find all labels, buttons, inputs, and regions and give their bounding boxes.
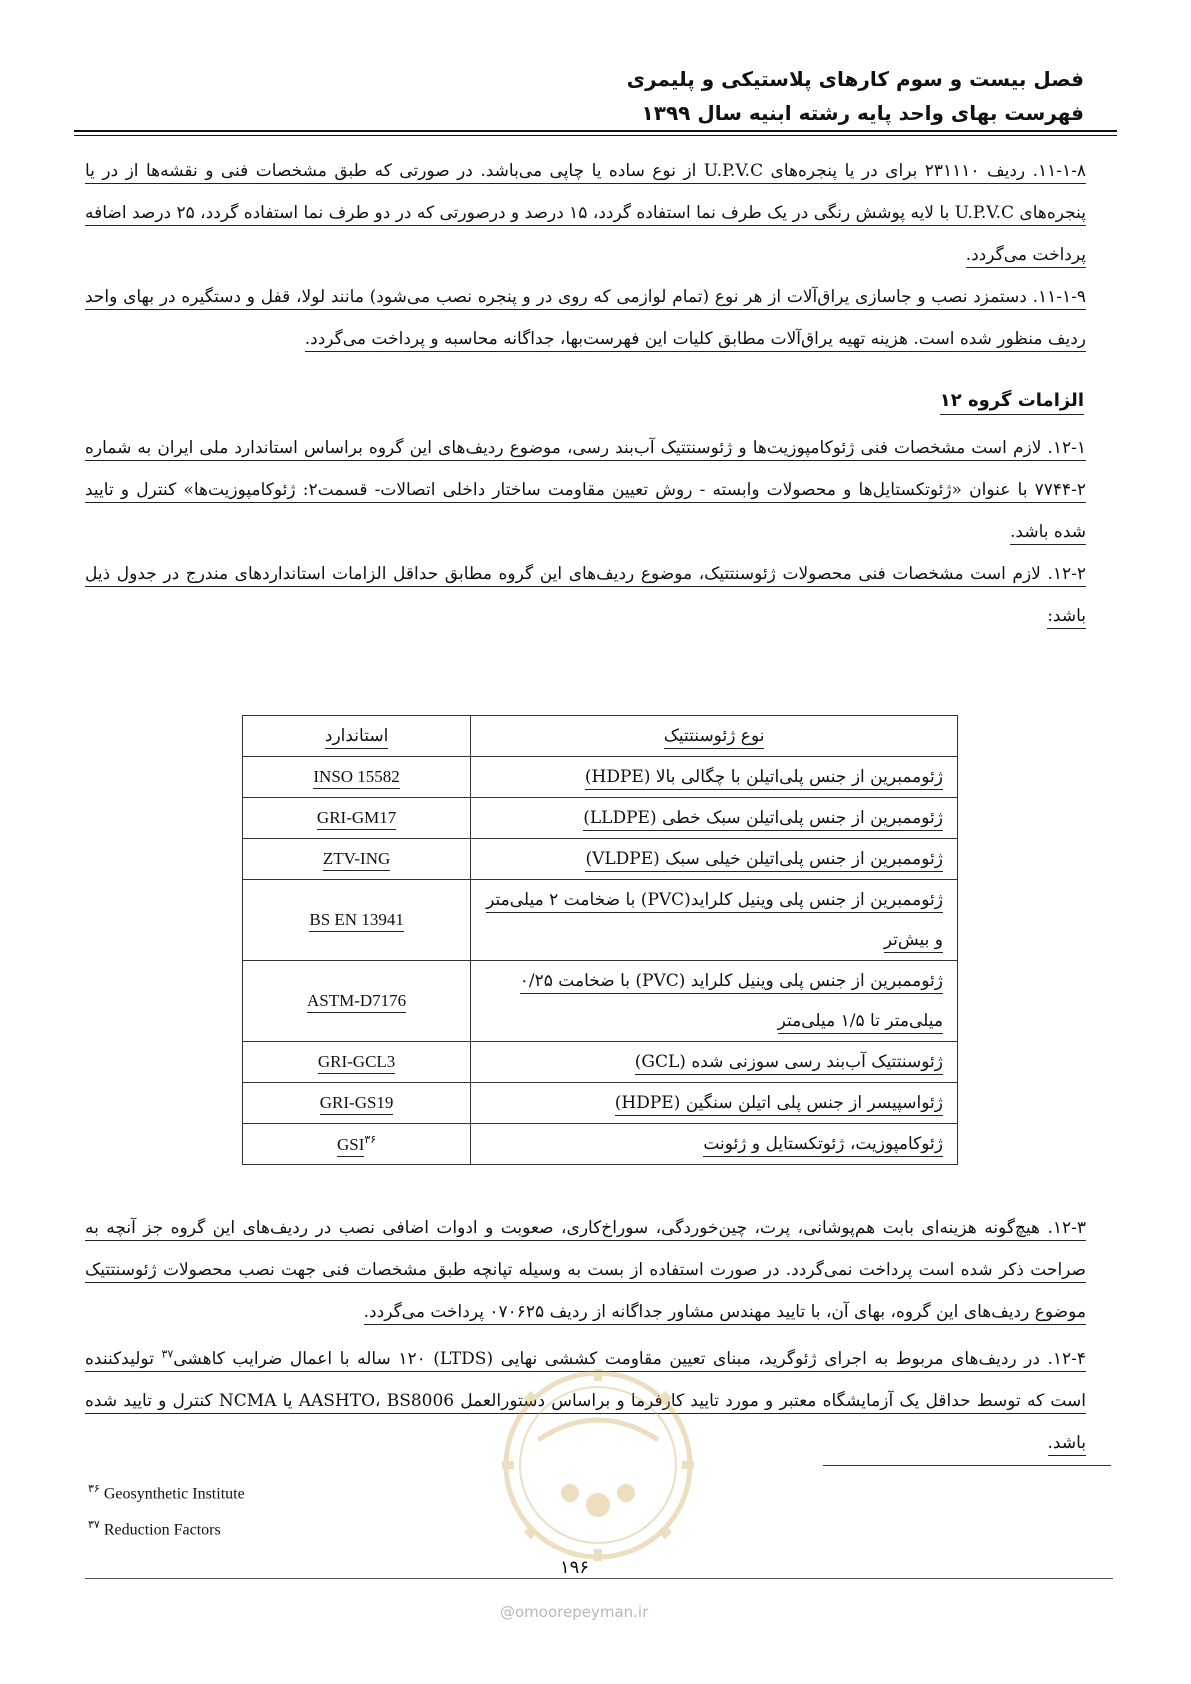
chapter-title: فصل بیست و سوم کارهای پلاستیکی و پلیمری xyxy=(626,67,1084,91)
page-header xyxy=(84,62,1084,130)
table-row xyxy=(243,1042,958,1083)
header-standard: استاندارد xyxy=(243,716,471,757)
standard-code: BS EN 13941 xyxy=(243,880,471,961)
table-row xyxy=(243,961,958,1042)
header-rule-thin xyxy=(74,135,1117,136)
footnote-ref-37[interactable]: ۳۷ xyxy=(161,1347,174,1360)
standard-code: ZTV-ING xyxy=(243,839,471,880)
table-row xyxy=(243,880,958,961)
geosynthetic-type: ژئوممبرین از جنس پلی وینیل کلراید(PVC) با ضخامت ۲ میلی‌متر و بیش‌تر xyxy=(471,880,958,961)
footnote-rule xyxy=(823,1465,1111,1466)
geosynthetic-type: ژئوممبرین از جنس پلی‌اتیلن با چگالی بالا (HDPE) xyxy=(471,757,958,798)
footnote-36: $^{۳۶}$ Geosynthetic Institute xyxy=(88,1483,245,1503)
price-list-title: فهرست بهای واحد پایه رشته ابنیه سال ۱۳۹۹ xyxy=(641,101,1084,125)
header-rule xyxy=(74,130,1117,132)
page-number: ۱۹۶ xyxy=(560,1557,590,1578)
geosynthetic-type: ژئوسنتتیک آب‌بند رسی سوزنی شده (GCL) xyxy=(471,1042,958,1083)
table-row xyxy=(243,839,958,880)
standard-code: GRI-GS19 xyxy=(243,1083,471,1124)
paragraph-11-1-8: ۱۱-۱-۸. ردیف ۲۳۱۱۱۰ برای در یا پنجره‌های U.P.V.C از نوع ساده یا چاپی می‌باشد. در صورتی که طبق مشخصات فنی و نقشه‌ها از در یا پنجره‌های U.P.V.C با لایه پوشش رنگی در یک طرف نما استفاده گردد، ۱۵ درصد و درصورتی که در دو طرف نما استفاده گردد، ۲۵ درصد اضافه پرداخت می‌گردد. xyxy=(85,150,1086,276)
footer-rule xyxy=(85,1578,1113,1579)
table-row xyxy=(243,757,958,798)
paragraph-12-1: ۱۲-۱. لازم است مشخصات فنی ژئوکامپوزیت‌ها و ژئوسنتتیک آب‌بند رسی، موضوع ردیف‌های این گروه براساس استاندارد ملی ایران به شماره ۲-۷۷۴۴ با عنوان «ژئوتکستایل‌ها و محصولات وابسته - روش تعیین مقاومت ساختار داخلی اتصالات- قسمت۲: ژئوکامپوزیت‌ها» کنترل و تایید شده باشد. xyxy=(85,427,1086,553)
geosynthetic-type: ژئواسپیسر از جنس پلی اتیلن سنگین (HDPE) xyxy=(471,1083,958,1124)
section-11-text xyxy=(85,150,1086,360)
table-row xyxy=(243,798,958,839)
section-12-heading: الزامات گروه ۱۲ xyxy=(940,390,1084,415)
geosynthetic-type: ژئوممبرین از جنس پلی‌اتیلن خیلی سبک (VLDPE) xyxy=(471,839,958,880)
section-12-intro xyxy=(85,427,1086,637)
paragraph-12-4: ۱۲-۴. در ردیف‌های مربوط به اجرای ژئوگرید، مبنای تعیین مقاومت کششی نهایی (LTDS) ۱۲۰ ساله با اعمال ضرایب کاهشی$^{۳۷}$ تولیدکننده است که توسط حداقل یک آزمایشگاه معتبر و مورد تایید کارفرما و براساس دستورالعمل AASHTO، BS8006 یا NCMA کنترل و تایید شده باشد. xyxy=(85,1333,1086,1464)
geosynthetic-type: ژئوممبرین از جنس پلی‌اتیلن سبک خطی (LLDPE) xyxy=(471,798,958,839)
standard-code: INSO 15582 xyxy=(243,757,471,798)
watermark-seal-icon xyxy=(498,1365,698,1565)
watermark-site: @omoorepeyman.ir xyxy=(500,1603,649,1621)
paragraph-11-1-9: ۱۱-۱-۹. دستمزد نصب و جاسازی یراق‌آلات از هر نوع (تمام لوازمی که روی در و پنجره نصب می‌شود) مانند لولا، قفل و دستگیره در بهای واحد ردیف منظور شده است. هزینه تهیه یراق‌آلات مطابق کلیات این فهرست‌بها، جداگانه محاسبه و پرداخت می‌گردد. xyxy=(85,276,1086,360)
standards-table xyxy=(242,715,958,1165)
table-row xyxy=(243,1083,958,1124)
footnote-37: $^{۳۷}$ Reduction Factors xyxy=(88,1519,221,1539)
geosynthetic-type: ژئوکامپوزیت، ژئوتکستایل و ژئونت xyxy=(471,1124,958,1165)
standard-code: GSI$^{۳۶}$ xyxy=(243,1124,471,1165)
paragraph-12-2: ۱۲-۲. لازم است مشخصات فنی محصولات ژئوسنتتیک، موضوع ردیف‌های این گروه مطابق حداقل الزامات استانداردهای مندرج در جدول ذیل باشد: xyxy=(85,553,1086,637)
paragraph-12-3: ۱۲-۳. هیچ‌گونه هزینه‌ای بابت هم‌پوشانی، پرت، چین‌خوردگی، سوراخ‌کاری، صعوبت و ادوات اضافی نصب در ردیف‌های این گروه جز آنچه به صراحت ذکر شده است پرداخت نمی‌گردد. در صورت استفاده از بست به وسیله تپانچه طبق مشخصات فنی جهت نصب محصولات ژئوسنتتیک موضوع ردیف‌های این گروه، بهای آن، با تایید مهندس مشاور جداگانه از ردیف ۰۷۰۶۲۵ پرداخت می‌گردد. xyxy=(85,1207,1086,1333)
standard-code: ASTM-D7176 xyxy=(243,961,471,1042)
table-header-row xyxy=(243,716,958,757)
table-row xyxy=(243,1124,958,1165)
geosynthetic-type: ژئوممبرین از جنس پلی وینیل کلراید (PVC) با ضخامت ۰/۲۵ میلی‌متر تا ۱/۵ میلی‌متر xyxy=(471,961,958,1042)
standard-code: GRI-GM17 xyxy=(243,798,471,839)
header-geosynthetic-type: نوع ژئوسنتتیک xyxy=(471,716,958,757)
footnote-ref-36[interactable]: ۳۶ xyxy=(364,1134,377,1147)
standard-code: GRI-GCL3 xyxy=(243,1042,471,1083)
